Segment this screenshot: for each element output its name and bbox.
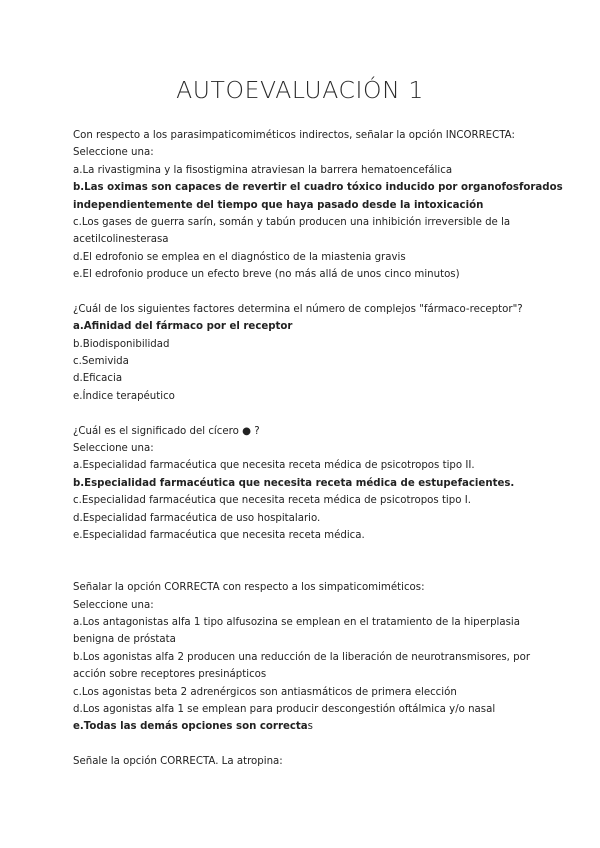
question-4-option-d: d.Los agonistas alfa 1 se emplean para producir descongestión oftálmica y/o nasal <box>73 703 496 715</box>
question-1-option-d: d.El edrofonio se emplea en el diagnóstico de la miastenia gravis <box>73 251 406 263</box>
question-3-prompt: Seleccione una: <box>73 443 154 455</box>
question-2-option-a: a.Afinidad del fármaco por el receptor <box>73 321 293 333</box>
question-2-option-b: b.Biodisponibilidad <box>73 338 170 350</box>
question-3-option-a: a.Especialidad farmacéutica que necesita receta médica de psicotropos tipo II. <box>73 460 475 472</box>
question-3 <box>73 423 533 545</box>
question-1-option-b: b.Las oximas son capaces de revertir el cuadro tóxico inducido por organofosforados <box>73 182 563 194</box>
question-1-option-a: a.La rivastigmina y la fisostigmina atraviesan la barrera hematoencefálica <box>73 164 453 176</box>
question-4-option-c: c.Los agonistas beta 2 adrenérgicos son antiasmáticos de primera elección <box>73 686 457 698</box>
question-1-option-c: c.Los gases de guerra sarín, somán y tabún producen una inhibición irreversible de la <box>73 216 511 228</box>
page-title: AUTOEVALUACIÓN 1 <box>176 76 424 104</box>
question-4-option-a: a.Los antagonistas alfa 1 tipo alfusozina se emplean en el tratamiento de la hiperplasia <box>73 616 520 628</box>
question-1-prompt: Seleccione una: <box>73 147 154 159</box>
question-5 <box>73 753 533 770</box>
question-1-stem: Con respecto a los parasimpaticomiméticos indirectos, señalar la opción INCORRECTA: <box>73 130 515 141</box>
question-4 <box>73 579 533 736</box>
question-3-option-d: d.Especialidad farmacéutica de uso hospitalario. <box>73 512 321 524</box>
question-5-stem: Señale la opción CORRECTA. La atropina: <box>73 756 283 768</box>
question-4-option-b: b.Los agonistas alfa 2 producen una reducción de la liberación de neurotransmisores, por <box>73 651 531 663</box>
question-3-option-e: e.Especialidad farmacéutica que necesita receta médica. <box>73 529 365 541</box>
question-3-option-b: b.Especialidad farmacéutica que necesita receta médica de estupefacientes. <box>73 477 515 489</box>
question-2-option-d: d.Eficacia <box>73 373 123 385</box>
question-2 <box>73 301 533 405</box>
question-4-option-b-continued: acción sobre receptores presinápticos <box>73 669 267 681</box>
question-2-option-e: e.Índice terapéutico <box>73 390 175 402</box>
question-1-option-c-continued: acetilcolinesterasa <box>73 234 169 246</box>
question-1-option-e: e.El edrofonio produce un efecto breve (no más allá de unos cinco minutos) <box>73 269 460 281</box>
question-2-option-c: c.Semivida <box>73 356 129 368</box>
question-4-option-a-continued: benigna de próstata <box>73 634 176 646</box>
question-4-stem: Señalar la opción CORRECTA con respecto a los simpaticomiméticos: <box>73 582 425 594</box>
question-4-option-e-tail: s <box>307 721 313 733</box>
question-1-option-b-continued: independientemente del tiempo que haya pasado desde la intoxicación <box>73 199 484 211</box>
question-1 <box>73 127 563 284</box>
question-4-option-e <box>73 718 533 735</box>
question-3-stem: ¿Cuál es el significado del cícero ● ? <box>73 425 260 437</box>
document-body <box>73 127 563 770</box>
question-3-option-c: c.Especialidad farmacéutica que necesita receta médica de psicotropos tipo I. <box>73 495 471 507</box>
question-4-option-e-bold: e.Todas las demás opciones son correcta <box>73 721 308 733</box>
question-4-prompt: Seleccione una: <box>73 599 154 611</box>
question-2-stem: ¿Cuál de los siguientes factores determina el número de complejos "fármaco-receptor"? <box>73 303 523 315</box>
